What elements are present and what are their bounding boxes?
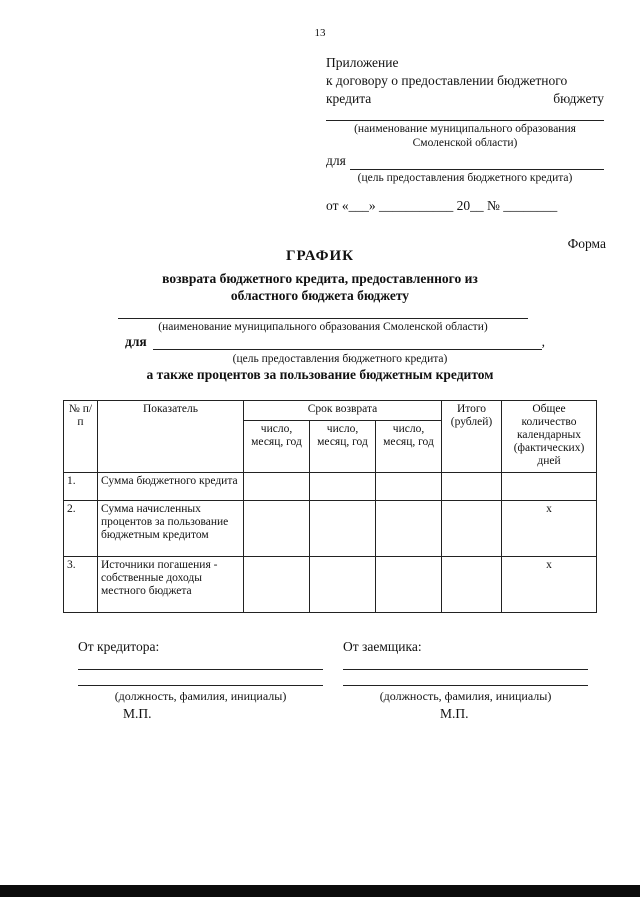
municipality-blank — [326, 108, 604, 121]
row-num: 3. — [64, 557, 98, 613]
row-label: Сумма бюджетного кредита — [98, 473, 244, 501]
header-date-cell: число, месяц, год — [310, 421, 376, 473]
creditor-signature-line — [78, 685, 323, 686]
borrower-label: От заемщика: — [343, 639, 422, 654]
purpose-blank — [153, 335, 542, 350]
creditor-signature-line — [78, 669, 323, 670]
header-num: № п/п — [64, 401, 98, 473]
appendix-block — [326, 54, 604, 215]
header-days: Общее количество календарных (фактических) дней — [502, 401, 597, 473]
appendix-title: Приложение — [326, 55, 399, 70]
total-cell — [442, 557, 502, 613]
days-cell: x — [502, 501, 597, 557]
purpose-prefix: для — [326, 153, 346, 168]
municipality-blank — [118, 318, 528, 319]
date-cell — [244, 557, 310, 613]
date-line: от «___» ___________ 20__ № ________ — [326, 198, 558, 213]
header-indicator: Показатель — [98, 401, 244, 473]
days-cell: x — [502, 557, 597, 613]
date-cell — [376, 557, 442, 613]
purpose-row — [326, 152, 604, 170]
purpose-prefix: для — [125, 334, 147, 349]
purpose-blank — [350, 155, 604, 170]
header-date-cell: число, месяц, год — [244, 421, 310, 473]
creditor-caption: (должность, фамилия, инициалы) — [114, 689, 287, 703]
appendix-credit-word: кредита — [326, 91, 372, 106]
row-label: Сумма начисленных процентов за пользование бюджетным кредитом — [98, 501, 244, 557]
appendix-line: к договору о предоставлении бюджетного — [326, 73, 568, 88]
municipality-caption: (наименование муниципального образования Смоленской области) — [354, 123, 576, 149]
borrower-signature-line — [343, 685, 588, 686]
date-cell — [310, 473, 376, 501]
header-date-cell: число, месяц, год — [376, 421, 442, 473]
row-num: 2. — [64, 501, 98, 557]
table-row — [64, 557, 597, 613]
days-cell — [502, 473, 597, 501]
table-row — [64, 501, 597, 557]
total-cell — [442, 501, 502, 557]
borrower-signature-line — [343, 669, 588, 670]
borrower-stamp: М.П. — [440, 706, 469, 721]
form-label: Форма — [567, 236, 606, 251]
document-title: ГРАФИК — [285, 248, 355, 264]
purpose-caption: (цель предоставления бюджетного кредита) — [232, 353, 448, 365]
purpose-suffix: , — [541, 334, 545, 349]
municipality-caption: (наименование муниципального образования Смоленской области) — [158, 321, 488, 333]
purpose-row — [125, 334, 545, 350]
purpose-caption: (цель предоставления бюджетного кредита) — [357, 172, 573, 184]
schedule-table — [63, 400, 597, 613]
row-num: 1. — [64, 473, 98, 501]
table-row — [64, 473, 597, 501]
creditor-label: От кредитора: — [78, 639, 160, 654]
interest-line: а также процентов за пользование бюджетным кредитом — [146, 367, 494, 382]
date-cell — [376, 501, 442, 557]
creditor-stamp: М.П. — [123, 706, 152, 721]
date-cell — [244, 473, 310, 501]
date-cell — [310, 501, 376, 557]
document-subtitle: возврата бюджетного кредита, предоставленного из областного бюджета бюджету — [162, 271, 478, 303]
page-number: 13 — [314, 27, 326, 39]
appendix-budget-word: бюджету — [553, 91, 604, 106]
header-total: Итого (рублей) — [442, 401, 502, 473]
date-cell — [244, 501, 310, 557]
scan-edge-bar — [0, 885, 640, 897]
total-cell — [442, 473, 502, 501]
row-label: Источники погашения - собственные доходы местного бюджета — [98, 557, 244, 613]
borrower-caption: (должность, фамилия, инициалы) — [379, 689, 552, 703]
date-cell — [310, 557, 376, 613]
header-term: Срок возврата — [244, 401, 442, 421]
appendix-line — [326, 90, 604, 108]
date-cell — [376, 473, 442, 501]
